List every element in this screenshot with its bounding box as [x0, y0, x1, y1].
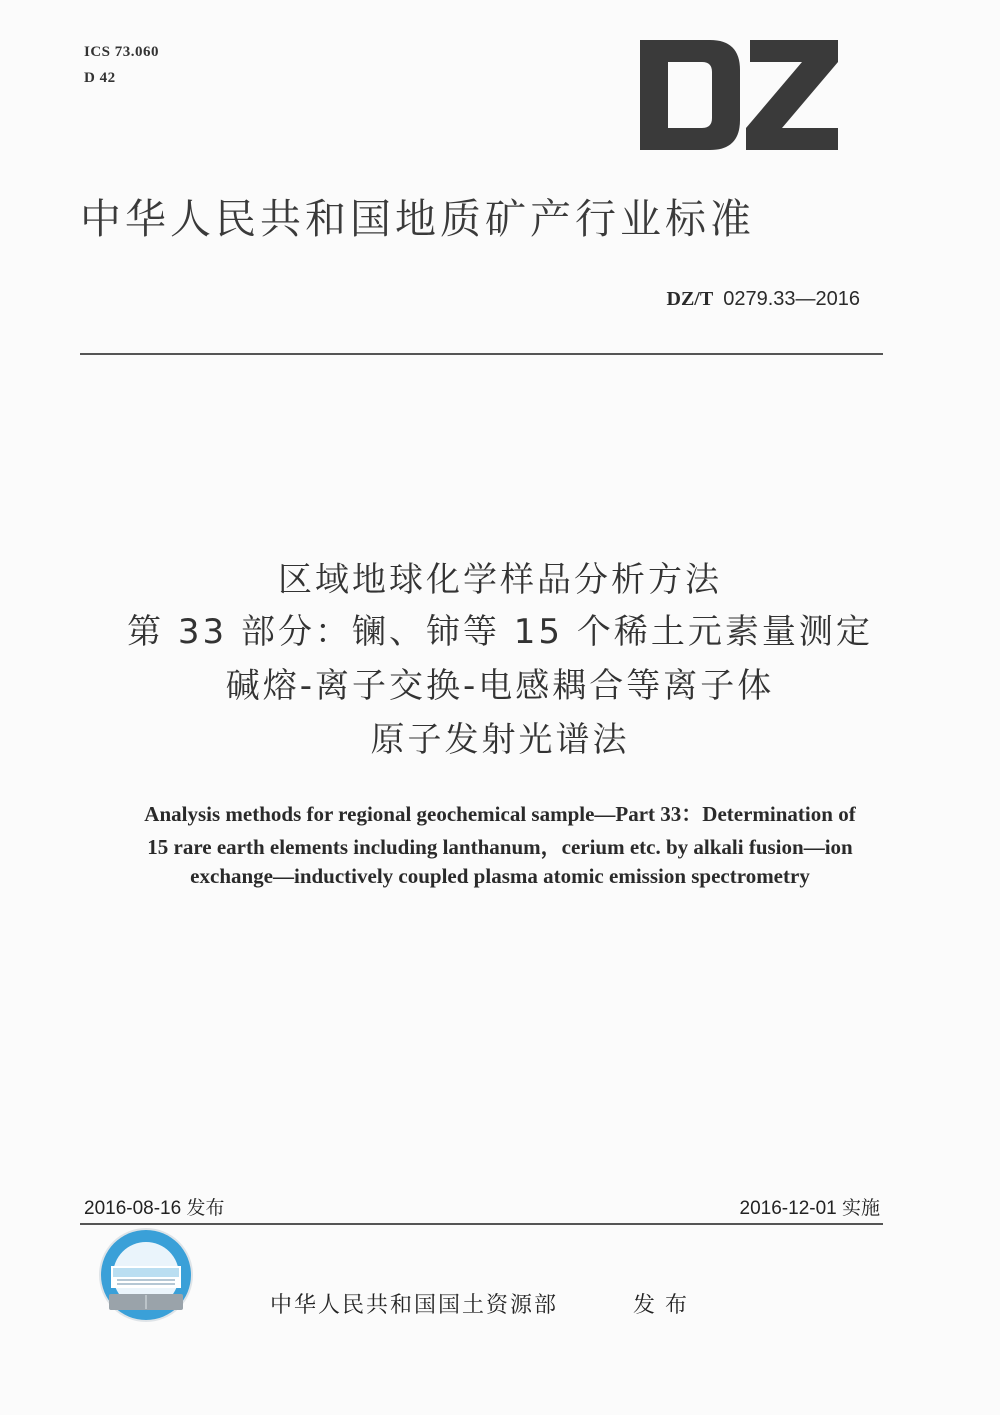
- implementation-date: 2016-12-01 实施: [739, 1198, 880, 1219]
- footer-divider: [80, 1223, 883, 1225]
- standard-code-number: 0279.33—2016: [723, 288, 860, 310]
- standard-code: [667, 288, 860, 311]
- ics-code: ICS 73.060: [84, 44, 160, 60]
- issue-date: 2016-08-16 发布: [84, 1198, 225, 1219]
- dz-logo: [640, 40, 840, 150]
- title-cn-line-2: 第 33 部分：镧、铈等 15 个稀土元素量测定: [127, 612, 873, 652]
- title-en-line-2: 15 rare earth elements including lanthanum，cerium etc. by alkali fusion—ion: [147, 835, 853, 859]
- classification-code: D 42: [84, 70, 116, 86]
- title-en-line-3: exchange—inductively coupled plasma atomic emission spectrometry: [190, 864, 810, 888]
- header-divider: [80, 353, 883, 355]
- anti-counterfeit-seal-icon: [97, 1226, 195, 1324]
- standard-code-prefix: DZ/T: [666, 288, 714, 310]
- title-cn-line-3: 碱熔-离子交换-电感耦合等离子体: [225, 666, 775, 706]
- title-en-line-1: Analysis methods for regional geochemical sample—Part 33：Determination of: [144, 802, 856, 826]
- issuer-title: 中华人民共和国地质矿产行业标准: [80, 195, 755, 243]
- publisher-name: 中华人民共和国国土资源部: [270, 1293, 559, 1318]
- title-cn-line-4: 原子发射光谱法: [370, 720, 630, 760]
- title-cn-line-1: 区域地球化学样品分析方法: [278, 560, 722, 600]
- publish-label: 发布: [633, 1293, 698, 1318]
